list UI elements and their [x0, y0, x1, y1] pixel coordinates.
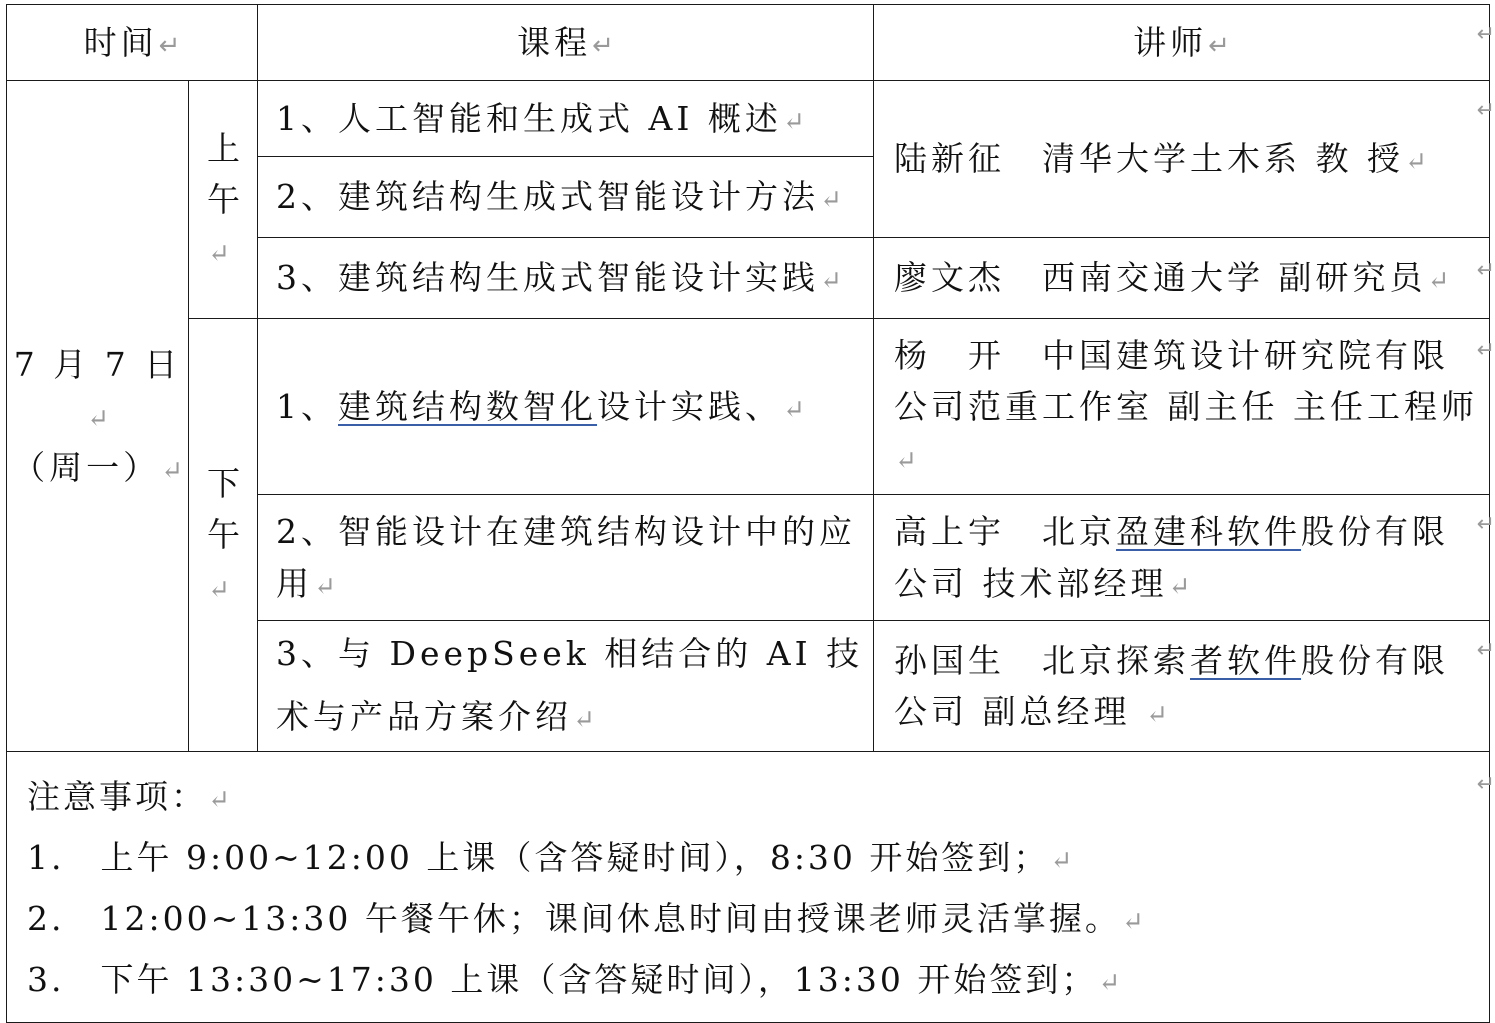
- row-end-mark-icon: ↵: [1476, 22, 1495, 47]
- note-item: 3. 下午 13:30~17:30 上课（含答疑时间），13:30 开始签到；: [27, 960, 1098, 1000]
- paragraph-mark-icon: ↵: [161, 455, 183, 486]
- date-cell: [7, 81, 189, 752]
- teacher-cell: 廖文杰 西南交通大学 副研究员↵: [874, 238, 1490, 319]
- paragraph-mark-icon: ↵: [1121, 907, 1144, 938]
- course-cell: 3、建筑结构生成式智能设计实践↵: [258, 238, 874, 319]
- date-text: 7 月 7 日: [13, 345, 182, 385]
- header-teacher: 讲师↵: [874, 5, 1490, 81]
- row-end-mark-icon: ↵: [1476, 258, 1495, 283]
- header-time: 时间↵: [7, 5, 258, 81]
- course-cell: 3、与 DeepSeek 相结合的 AI 技术与产品方案介绍↵: [258, 621, 874, 752]
- paragraph-mark-icon: ↵: [592, 30, 614, 61]
- paragraph-mark-icon: ↵: [1208, 30, 1230, 61]
- paragraph-mark-icon: ↵: [1146, 700, 1168, 730]
- course-cell: 2、建筑结构生成式智能设计方法↵: [258, 157, 874, 238]
- paragraph-mark-icon: ↵: [1405, 147, 1427, 178]
- teacher-cell: 高上宇 北京盈建科软件股份有限公司 技术部经理↵: [874, 495, 1490, 621]
- note-item: 1. 上午 9:00~12:00 上课（含答疑时间），8:30 开始签到；: [27, 838, 1050, 878]
- course-cell: 1、人工智能和生成式 AI 概述↵: [258, 81, 874, 157]
- paragraph-mark-icon: ↵: [208, 785, 230, 815]
- afternoon-label-cell: [189, 319, 258, 752]
- teacher-cell: 孙国生 北京探索者软件股份有限公司 副总经理 ↵: [874, 621, 1490, 752]
- table-row: [7, 319, 1490, 495]
- afternoon-label-top: 下: [207, 464, 244, 504]
- paragraph-mark-icon: ↵: [1168, 571, 1191, 602]
- header-row: [7, 5, 1490, 81]
- paragraph-mark-icon: ↵: [783, 394, 805, 425]
- notes-row: [7, 752, 1490, 1023]
- morning-label-cell: [189, 81, 258, 319]
- paragraph-mark-icon: ↵: [895, 446, 917, 477]
- paragraph-mark-icon: ↵: [208, 239, 230, 270]
- paragraph-mark-icon: ↵: [820, 185, 842, 216]
- notes-cell: [7, 752, 1490, 1023]
- course-schedule-table: [6, 4, 1490, 1023]
- row-end-mark-icon: ↵: [1476, 98, 1495, 123]
- paragraph-mark-icon: ↵: [87, 404, 109, 435]
- paragraph-mark-icon: ↵: [1427, 266, 1450, 297]
- teacher-cell: 陆新征 清华大学土木系 教 授↵: [874, 81, 1490, 238]
- afternoon-label-bottom: 午: [207, 515, 244, 555]
- teacher-cell: 杨 开 中国建筑设计研究院有限公司范重工作室 副主任 主任工程师↵: [874, 319, 1490, 495]
- paragraph-mark-icon: ↵: [573, 705, 595, 735]
- paragraph-mark-icon: ↵: [782, 106, 805, 137]
- morning-label-top: 上: [207, 128, 244, 168]
- notes-title: 注意事项：: [27, 777, 207, 816]
- morning-label-bottom: 午: [207, 179, 244, 219]
- course-cell: 1、建筑结构数智化设计实践、↵: [258, 319, 874, 495]
- paragraph-mark-icon: ↵: [158, 30, 181, 61]
- paragraph-mark-icon: ↵: [1050, 846, 1073, 877]
- row-end-mark-icon: ↵: [1476, 338, 1495, 363]
- note-item: 2. 12:00~13:30 午餐午休；课间休息时间由授课老师灵活掌握。: [27, 899, 1121, 939]
- weekday-text: （周一）: [12, 447, 161, 487]
- row-end-mark-icon: ↵: [1476, 638, 1495, 663]
- row-end-mark-icon: ↵: [1476, 772, 1495, 797]
- course-cell: 2、智能设计在建筑结构设计中的应用↵: [258, 495, 874, 621]
- header-course: 课程↵: [258, 5, 874, 81]
- row-end-mark-icon: ↵: [1476, 512, 1495, 537]
- paragraph-mark-icon: ↵: [208, 574, 230, 605]
- proofing-underlined-text: 盈建科软件: [1116, 512, 1302, 552]
- paragraph-mark-icon: ↵: [820, 266, 842, 297]
- proofing-underlined-text: 者软件: [1190, 640, 1302, 680]
- paragraph-mark-icon: ↵: [314, 571, 336, 602]
- table-row: [7, 81, 1490, 157]
- paragraph-mark-icon: ↵: [1098, 968, 1121, 999]
- proofing-underlined-text: 建筑结构数智化: [338, 386, 598, 426]
